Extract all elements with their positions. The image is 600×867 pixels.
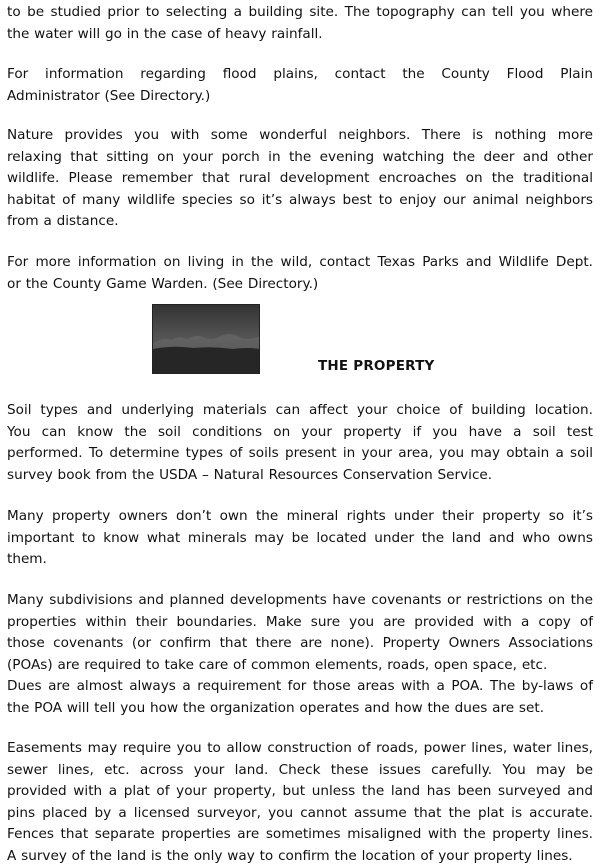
text-line: You can know the soil conditions on your property if you have a soil test [7,422,593,444]
text-line: properties within their boundaries. Make sure you are provided with a copy of [7,612,593,634]
text-line: For more information on living in the wild, contact Texas Parks and Wildlife Dept. [7,252,593,274]
flood-plain-paragraph [7,64,593,107]
section-heading: THE PROPERTY [318,358,434,374]
landscape-photo [152,304,260,374]
intro-paragraph [7,2,593,45]
text-line: Soil types and underlying materials can affect your choice of building location. [7,400,593,422]
text-line: performed. To determine types of soils present in your area, you may obtain a soil [7,443,593,465]
text-line: them. [7,549,593,571]
easements-paragraph [7,738,593,867]
text-line: provided with a plat of your property, but unless the land has been surveyed and [7,781,593,803]
text-line: or the County Game Warden. (See Directory.) [7,274,593,296]
text-line: relaxing that sitting on your porch in the evening watching the deer and other [7,147,593,169]
wildlife-contact-paragraph [7,252,593,295]
text-line: the POA will tell you how the organization operates and how the dues are set. [7,698,593,720]
text-line: to be studied prior to selecting a building site. The topography can tell you where [7,2,593,24]
landscape-photo-image [153,305,259,373]
text-line: Administrator (See Directory.) [7,86,593,108]
covenants-paragraph [7,590,593,719]
nature-paragraph [7,125,593,233]
text-line: Easements may require you to allow construction of roads, power lines, water lines, [7,738,593,760]
text-line: habitat of many wildlife species so it’s always best to enjoy our animal neighbors [7,190,593,212]
text-line: the water will go in the case of heavy rainfall. [7,24,593,46]
text-line: Fences that separate properties are sometimes misaligned with the property lines. [7,824,593,846]
text-line: those covenants (or confirm that there are none). Property Owners Associations [7,633,593,655]
soil-paragraph [7,400,593,486]
text-line: important to know what minerals may be located under the land and who owns [7,528,593,550]
text-line: pins placed by a licensed surveyor, you cannot assume that the plat is accurate. [7,803,593,825]
text-line: (POAs) are required to take care of common elements, roads, open space, etc. [7,655,593,677]
text-line: For information regarding flood plains, contact the County Flood Plain [7,64,593,86]
text-line: Many subdivisions and planned developments have covenants or restrictions on the [7,590,593,612]
text-line: from a distance. [7,211,593,233]
text-line: A survey of the land is the only way to confirm the location of your property lines. [7,846,593,867]
text-line: Dues are almost always a requirement for those areas with a POA. The by-laws of [7,676,593,698]
text-line: survey book from the USDA – Natural Resources Conservation Service. [7,465,593,487]
text-line: sewer lines, etc. across your land. Check these issues carefully. You may be [7,760,593,782]
text-line: Nature provides you with some wonderful neighbors. There is nothing more [7,125,593,147]
text-line: Many property owners don’t own the mineral rights under their property so it’s [7,506,593,528]
text-line: wildlife. Please remember that rural development encroaches on the traditional [7,168,593,190]
mineral-rights-paragraph [7,506,593,571]
